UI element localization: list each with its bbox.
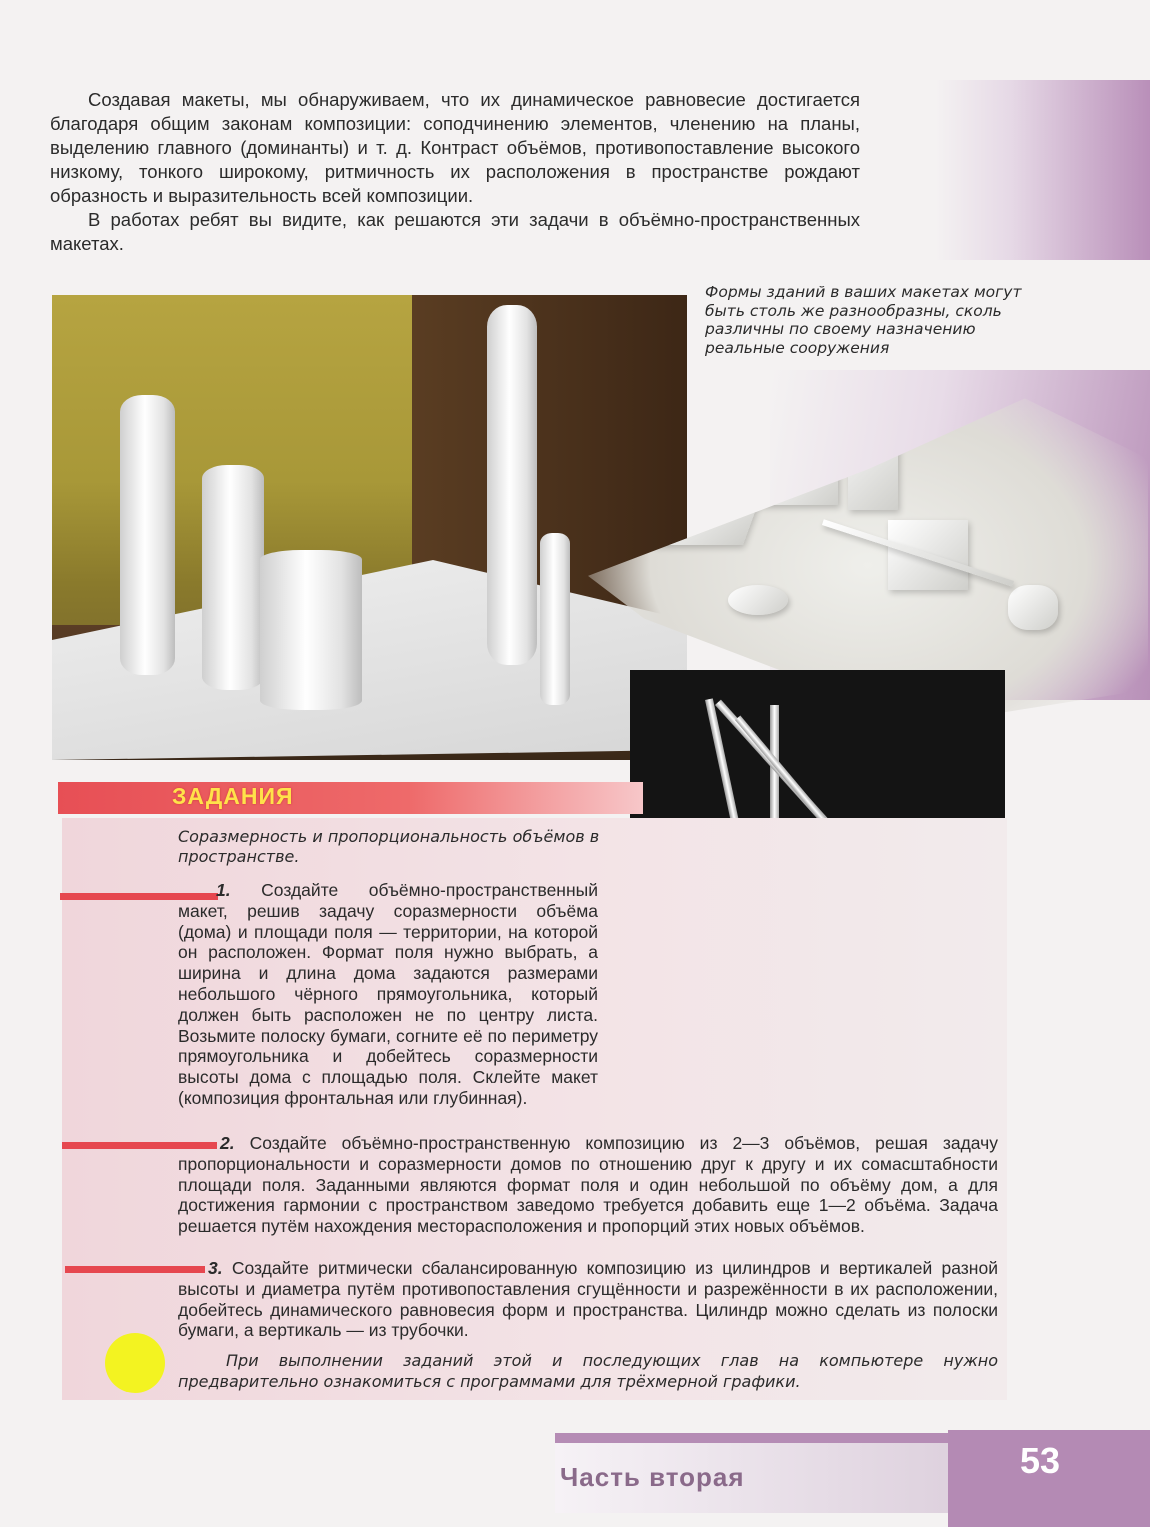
task-2-number: 2.: [220, 1133, 235, 1153]
decorative-lilac-gradient-top: [935, 80, 1150, 260]
tasks-heading-bar: [58, 782, 643, 814]
task-1: [178, 880, 598, 1109]
task-2: [178, 1133, 998, 1237]
intro-paragraph-2: В работах ребят вы видите, как решаются эти задачи в объёмно-пространственных макетах.: [50, 209, 860, 254]
tasks-note-text: При выполнении заданий этой и последующих глав на компьютере нужно предварительно ознакомиться с программами для трёхмерной графики.: [178, 1351, 998, 1391]
task-1-text: Создайте объёмно-пространственный макет, решив задачу соразмерности объёма (дома) и площади поля — территории, на которой он расположен. Формат поля нужно выбрать, а ширина и длина дома задаются размерами небольшого чёрного прямоугольника, который должен быть расположен не по центру листа. Возьмите полоску бумаги, согните её по периметру прямоугольника и добейтесь соразмерности высоты дома с площадью поля. Склейте макет (композиция фронтальная или глубинная).: [178, 880, 598, 1108]
section-label: Часть вторая: [560, 1462, 745, 1492]
footer-line: [555, 1433, 965, 1443]
task-3: [178, 1258, 998, 1341]
intro-paragraph-1: Создавая макеты, мы обнаруживаем, что их динамическое равновесие достигается благодаря общим законам композиции: соподчинению элементов, членению на планы, выделению главного (доминанты) и т. д. Контраст объёмов, противопоставление высокого низкому, тонкого широкому, ритмичность их расположения в пространстве рождают образность и выразительность всей композиции.: [50, 89, 860, 206]
task-3-text: Создайте ритмически сбалансированную композицию из цилиндров и вертикалей разной высоты и диаметра путём противопоставления сгущённости и разрежённости в их расположении, добейтесь динамического равновесия форм и пространства. Цилиндр можно сделать из полоски бумаги, а вертикаль — из трубочки.: [178, 1258, 998, 1341]
task-1-number: 1.: [216, 880, 231, 900]
yellow-dot-icon: [105, 1333, 165, 1393]
task-2-text: Создайте объёмно-пространственную композицию из 2—3 объёмов, решая задачу пропорциональности и соразмерности домов по отношению друг к другу и их сомасштабности площади поля. Заданными являются формат поля и один небольшой по объёму дом, а для достижения гармонии с пространством заведомо требуется добавить еще 1—2 объёма. Задача решается путём нахождения месторасположения и пропорций этих новых объёмов.: [178, 1133, 998, 1237]
tasks-heading: ЗАДАНИЯ: [172, 783, 294, 809]
tasks-note: [178, 1350, 998, 1392]
photo-caption: Формы зданий в ваших макетах могут быть столь же разнообразны, сколь различны по своему назначению реальные сооружения: [705, 283, 1022, 357]
task-3-number: 3.: [208, 1258, 223, 1278]
page-number: 53: [1019, 1440, 1061, 1481]
intro-text: [50, 88, 860, 256]
tasks-subtitle: Соразмерность и пропорциональность объёмов в пространстве.: [178, 827, 600, 866]
photo-cylinder-model: [52, 295, 687, 760]
